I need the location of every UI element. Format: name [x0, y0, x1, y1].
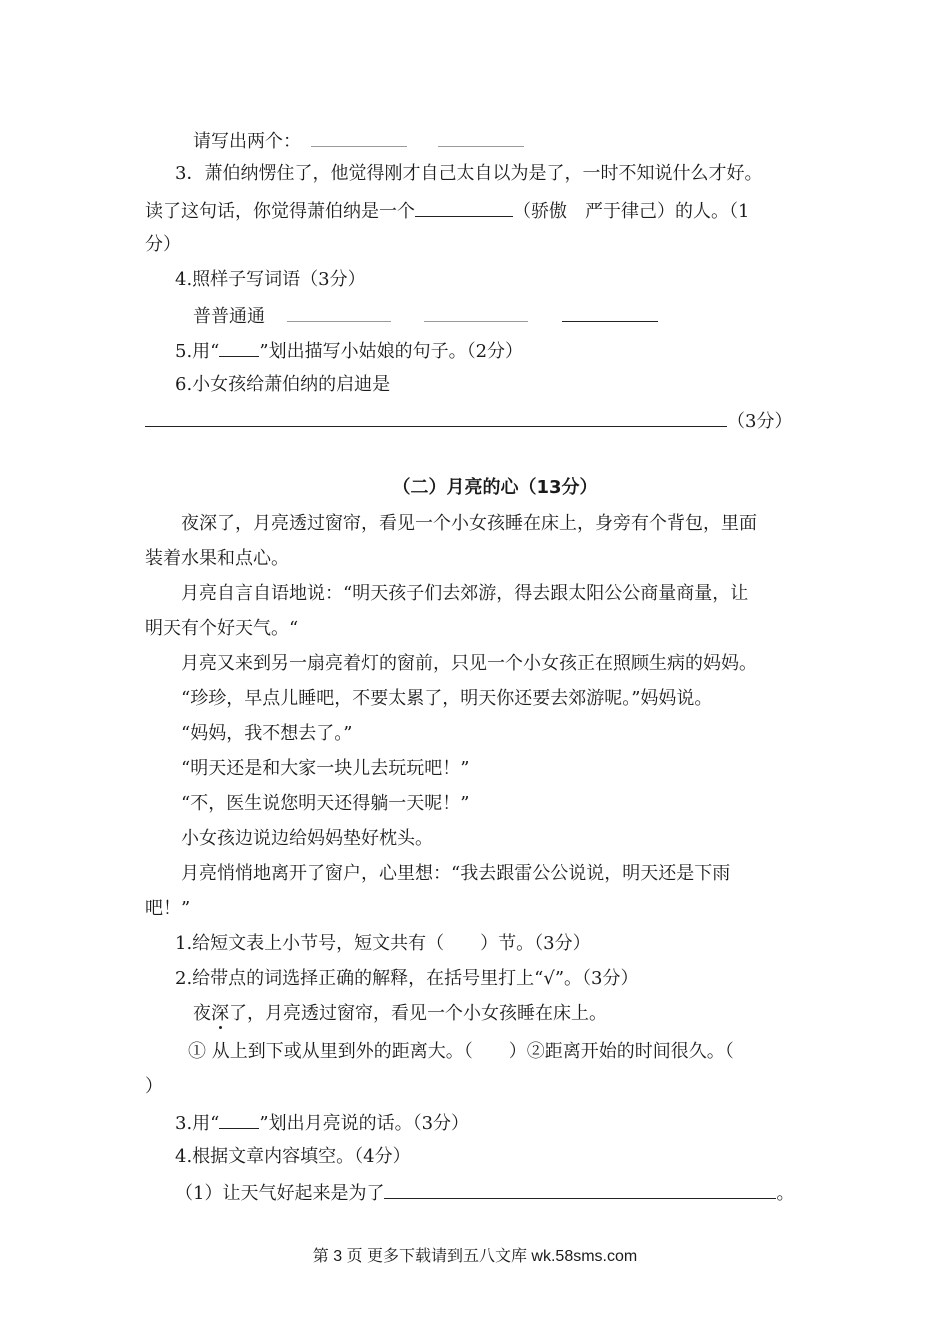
question-4-example-line [193, 303, 658, 329]
paragraph-1-line-1: 夜深了，月亮透过窗帘，看见一个小女孩睡在床上，身旁有个背包，里面 [181, 513, 757, 534]
question-3-line-1: 3．萧伯纳愣住了，他觉得刚才自己太自以为是了，一时不知说什么才好。 [175, 163, 763, 184]
sentence-text: 了，月亮透过窗帘，看见一个小女孩睡在床上。 [229, 1003, 607, 1024]
section-title: （二）月亮的心（13分） [392, 477, 598, 498]
question-3-text: ”划出月亮说的话。（3分） [259, 1113, 470, 1134]
paragraph-1-line-2: 装着水果和点心。 [145, 548, 289, 569]
question-3-text: 3.用“ [175, 1113, 220, 1134]
answer-blank[interactable] [415, 198, 513, 217]
question-4-1 [175, 1180, 794, 1206]
paragraph-3: 月亮又来到另一扇亮着灯的窗前，只见一个小女孩正在照顾生病的妈妈。 [181, 653, 757, 674]
underline-sample [219, 1110, 259, 1129]
question-4-1-text: （1）让天气好起来是为了 [175, 1183, 385, 1204]
paragraph-9-line-2: 吧！” [145, 898, 191, 919]
page-footer: 第 3 页 更多下载请到五八文库 wk.58sms.com [312, 1248, 638, 1265]
dotted-word: 深 [211, 1003, 229, 1024]
answer-blank[interactable] [311, 128, 407, 147]
answer-blank[interactable] [145, 408, 727, 427]
question-4: 4.根据文章内容填空。（4分） [175, 1146, 411, 1167]
paragraph-2-line-2: 明天有个好天气。“ [145, 618, 299, 639]
paragraph-4: “珍珍，早点儿睡吧，不要太累了，明天你还要去郊游呢。”妈妈说。 [181, 688, 713, 709]
question-6-score: （3分） [727, 411, 793, 432]
paragraph-7: “不，医生说您明天还得躺一天呢！” [181, 793, 470, 814]
question-3-line-2 [145, 198, 749, 224]
sentence-text: 夜 [193, 1003, 211, 1024]
answer-blank[interactable] [424, 303, 528, 322]
answer-blank[interactable] [438, 128, 524, 147]
question-3-line-3: 分） [145, 234, 181, 255]
question-2-options: ① 从上到下或从里到外的距离大。（ ）②距离开始的时间很久。（ [188, 1041, 734, 1062]
question-1: 1.给短文表上小节号，短文共有（ ）节。（3分） [175, 933, 591, 954]
question-5 [175, 338, 523, 364]
question-4: 4.照样子写词语（3分） [175, 269, 366, 290]
question-2-options-end: ） [145, 1076, 163, 1097]
example-word: 普普通通 [193, 306, 265, 327]
question-6: 6.小女孩给萧伯纳的启迪是 [175, 374, 391, 395]
period: 。 [776, 1183, 795, 1204]
write-two-label: 请写出两个： [193, 131, 301, 152]
question-2: 2.给带点的词选择正确的解释，在括号里打上“√”。（3分） [175, 968, 639, 989]
question-6-answer-line [145, 408, 792, 434]
question-5-text: ”划出描写小姑娘的句子。（2分） [259, 341, 524, 362]
paragraph-5: “妈妈，我不想去了。” [181, 723, 353, 744]
question-2-sentence [193, 1002, 607, 1026]
answer-blank[interactable] [287, 303, 391, 322]
paragraph-8: 小女孩边说边给妈妈垫好枕头。 [181, 828, 433, 849]
paragraph-6: “明天还是和大家一块儿去玩玩吧！” [181, 758, 470, 779]
question-3-options: （骄傲 严于律己）的人。（1 [513, 201, 750, 222]
paragraph-9-line-1: 月亮悄悄地离开了窗户，心里想：“我去跟雷公公说说，明天还是下雨 [181, 863, 731, 884]
question-3 [175, 1110, 469, 1136]
question-5-text: 5.用“ [175, 341, 220, 362]
write-two-line [193, 128, 524, 154]
underline-sample [219, 338, 259, 357]
answer-blank[interactable] [562, 303, 658, 322]
answer-blank[interactable] [384, 1180, 776, 1199]
question-3-text: 读了这句话，你觉得萧伯纳是一个 [145, 201, 415, 222]
paragraph-2-line-1: 月亮自言自语地说：“明天孩子们去郊游，得去跟太阳公公商量商量，让 [181, 583, 749, 604]
